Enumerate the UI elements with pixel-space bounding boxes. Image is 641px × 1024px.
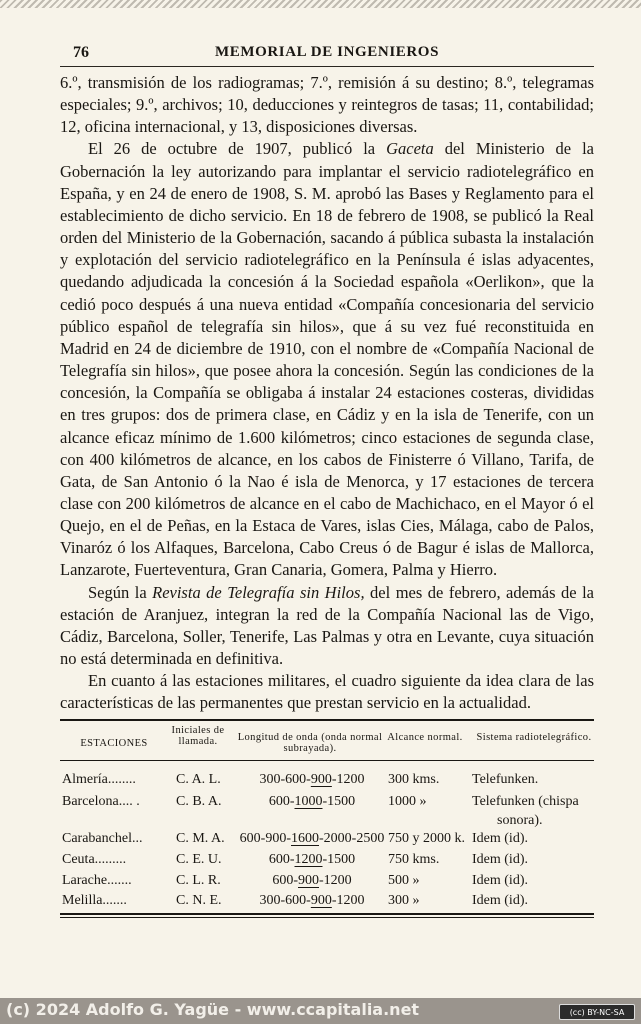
- normal-range: 300 kms.: [388, 772, 440, 787]
- wavelength-values-rest: -1200: [319, 873, 352, 888]
- radio-system-cont: sonora).: [497, 813, 543, 828]
- call-initials: C. B. A.: [176, 794, 222, 809]
- wavelength-values: 300-600-: [259, 772, 311, 787]
- normal-wavelength: 900: [310, 772, 332, 787]
- wavelengths: [238, 872, 386, 890]
- wavelength-values: 600-: [268, 852, 295, 867]
- radio-system: Idem (id).: [472, 852, 528, 867]
- call-initials: C. N. E.: [176, 893, 222, 908]
- wavelength-values-rest: -1200: [331, 772, 365, 787]
- station-name: Almería........: [62, 772, 136, 787]
- radio-system: Telefunken (chispa: [472, 794, 579, 809]
- col-header-longitud: Longitud de onda (onda normal subrayada).: [237, 732, 383, 754]
- paragraph-4: En cuanto á las estaciones militares, el cuadro siguiente da idea clara de las características de las permanentes que prestan servicio en la actualidad.: [60, 671, 594, 713]
- footer-bar: [0, 998, 641, 1024]
- normal-range: 500 »: [388, 873, 420, 888]
- station-name: Carabanchel...: [62, 831, 143, 846]
- wavelength-values-rest: -2000-2500: [319, 831, 385, 846]
- radio-system: Idem (id).: [472, 831, 528, 846]
- page-number: 76: [73, 44, 89, 61]
- paragraph-3-rest: del mes de febrero, además de la estación de Aranjuez, integran la red de la Compañía Nacional las de Vigo, Cádiz, Barcelona, Soller, Tenerife, Las Palmas y otra en Levante, cuya situación no está determinada en definitiva.: [60, 582, 594, 669]
- wavelengths: [238, 771, 386, 789]
- paragraph-2: [60, 138, 594, 581]
- paragraph-3-start: Según la: [88, 582, 153, 602]
- footer-credit: (c) 2024 Adolfo G. Yagüe - www.ccapitalia.net: [6, 1000, 420, 1019]
- revista-title: Revista de Telegrafía sin Hilos,: [152, 582, 365, 602]
- col-header-alcance: Alcance normal.: [387, 732, 463, 743]
- normal-range: 1000 »: [388, 794, 427, 809]
- gaceta-title: Gaceta: [386, 139, 434, 159]
- body-text: [60, 72, 594, 715]
- normal-wavelength: 1600: [291, 831, 319, 846]
- wavelength-values: 600-900-: [239, 831, 291, 846]
- page-header: [60, 44, 594, 64]
- station-name: Melilla.......: [62, 893, 127, 908]
- paragraph-1: 6.º, transmisión de los radiogramas; 7.º, remisión á su destino; 8.º, telegramas especiales; 9.º, archivos; 10, deducciones y reintegros de tasas; 11, contabilidad; 12, oficina internacional, y 13, disposiciones diversas.: [60, 73, 594, 137]
- table-bottom-rule-thin: [60, 917, 594, 918]
- call-initials: C. M. A.: [176, 831, 225, 846]
- normal-wavelength: 900: [298, 873, 319, 888]
- decorative-border: [0, 0, 641, 8]
- paragraph-2-start: El 26 de octubre de 1907, publicó la: [88, 139, 387, 159]
- wavelengths: [238, 793, 386, 811]
- paragraph-3: [60, 582, 594, 671]
- normal-range: 300 »: [388, 893, 420, 908]
- table-bottom-rule: [60, 913, 594, 915]
- radio-system: Telefunken.: [472, 772, 539, 787]
- wavelengths: [238, 892, 386, 910]
- station-name: Ceuta.........: [62, 852, 127, 867]
- wavelength-values-rest: -1200: [331, 893, 365, 908]
- station-name: Barcelona.... .: [62, 794, 140, 809]
- paragraph-2-rest: del Ministerio de la Gobernación la ley autorizando para implantar el servicio radiotelegráfico en España, y en 24 de enero de 1908, S. M. aprobó las Bases y Reglamento para el establecimiento de dicho servicio. En 18 de febrero de 1908, se publicó la Real orden del Ministerio de la Gobernación, sacando á pública subasta la instalación y explotación del servicio radiotelegráfico en la Península é islas adyacentes, quedando adjudicada la concesión á la Sociedad española «Oerlikon», que la cedió poco después á una nueva entidad «Compañía concesionaria del servicio público español de telegrafía sin hilos», que á su vez fué reconstituida en Madrid en 24 de diciembre de 1910, con el nombre de «Compañía Nacional de Telegrafía sin hilos», que posee ahora la concesión. Según las condiciones de la concesión, la Compañía se obligaba á instalar 24 estaciones costeras, divididas en tres grupos: dos de primera clase, en Cádiz y en la isla de Tenerife, con un alcance eficaz mínimo de 1.600 kilómetros; cinco estaciones de segunda clase, con 400 kilómetros de alcance, en los cabos de Finisterre ó Villano, Tarifa, de Gata, de San Antonio ó la Nao é isla de Menorca, y 17 estaciones de tercera clase con 200 kilómetros de alcance en el cabo de Machichaco, en el Mayor ó el Quejo, en el de Peñas, en la Estaca de Vares, islas Cies, Málaga, cabo de Palos, Vinaróz ó los Alfaques, Barcelona, Cabo Creus ó de Bagur é islas de Mallorca, Lanzarote, Fuerteventura, Gran Canaria, Gomera, Palma y Hierro.: [60, 139, 595, 580]
- cc-license-text: (cc) BY-NC-SA: [569, 1007, 625, 1017]
- wavelength-values-rest: -1500: [322, 852, 356, 867]
- station-name: Larache.......: [62, 873, 132, 888]
- wavelengths: [238, 830, 386, 848]
- call-initials: C. A. L.: [176, 772, 221, 787]
- wavelength-values: 300-600-: [259, 893, 311, 908]
- col-header-sistema: Sistema radiotelegráfico.: [476, 732, 592, 743]
- wavelength-values: 600-: [272, 873, 298, 888]
- wavelength-values: 600-: [268, 794, 295, 809]
- header-rule: [60, 66, 594, 67]
- normal-wavelength: 900: [310, 893, 332, 908]
- cc-license-badge: [559, 1004, 635, 1020]
- running-head: MEMORIAL DE INGENIEROS: [214, 44, 440, 60]
- radio-system: Idem (id).: [472, 893, 528, 908]
- table-header-rule: [60, 760, 594, 761]
- col-header-iniciales: Iniciales de llamada.: [171, 725, 225, 747]
- wavelengths: [238, 851, 386, 869]
- table-top-rule: [60, 719, 594, 721]
- radio-system: Idem (id).: [472, 873, 528, 888]
- normal-range: 750 kms.: [388, 852, 440, 867]
- normal-range: 750 y 2000 k.: [388, 831, 465, 846]
- wavelength-values-rest: -1500: [322, 794, 356, 809]
- normal-wavelength: 1000: [294, 794, 323, 809]
- normal-wavelength: 1200: [294, 852, 323, 867]
- call-initials: C. E. U.: [176, 852, 222, 867]
- col-header-estaciones: ESTACIONES: [80, 738, 148, 749]
- call-initials: C. L. R.: [176, 873, 221, 888]
